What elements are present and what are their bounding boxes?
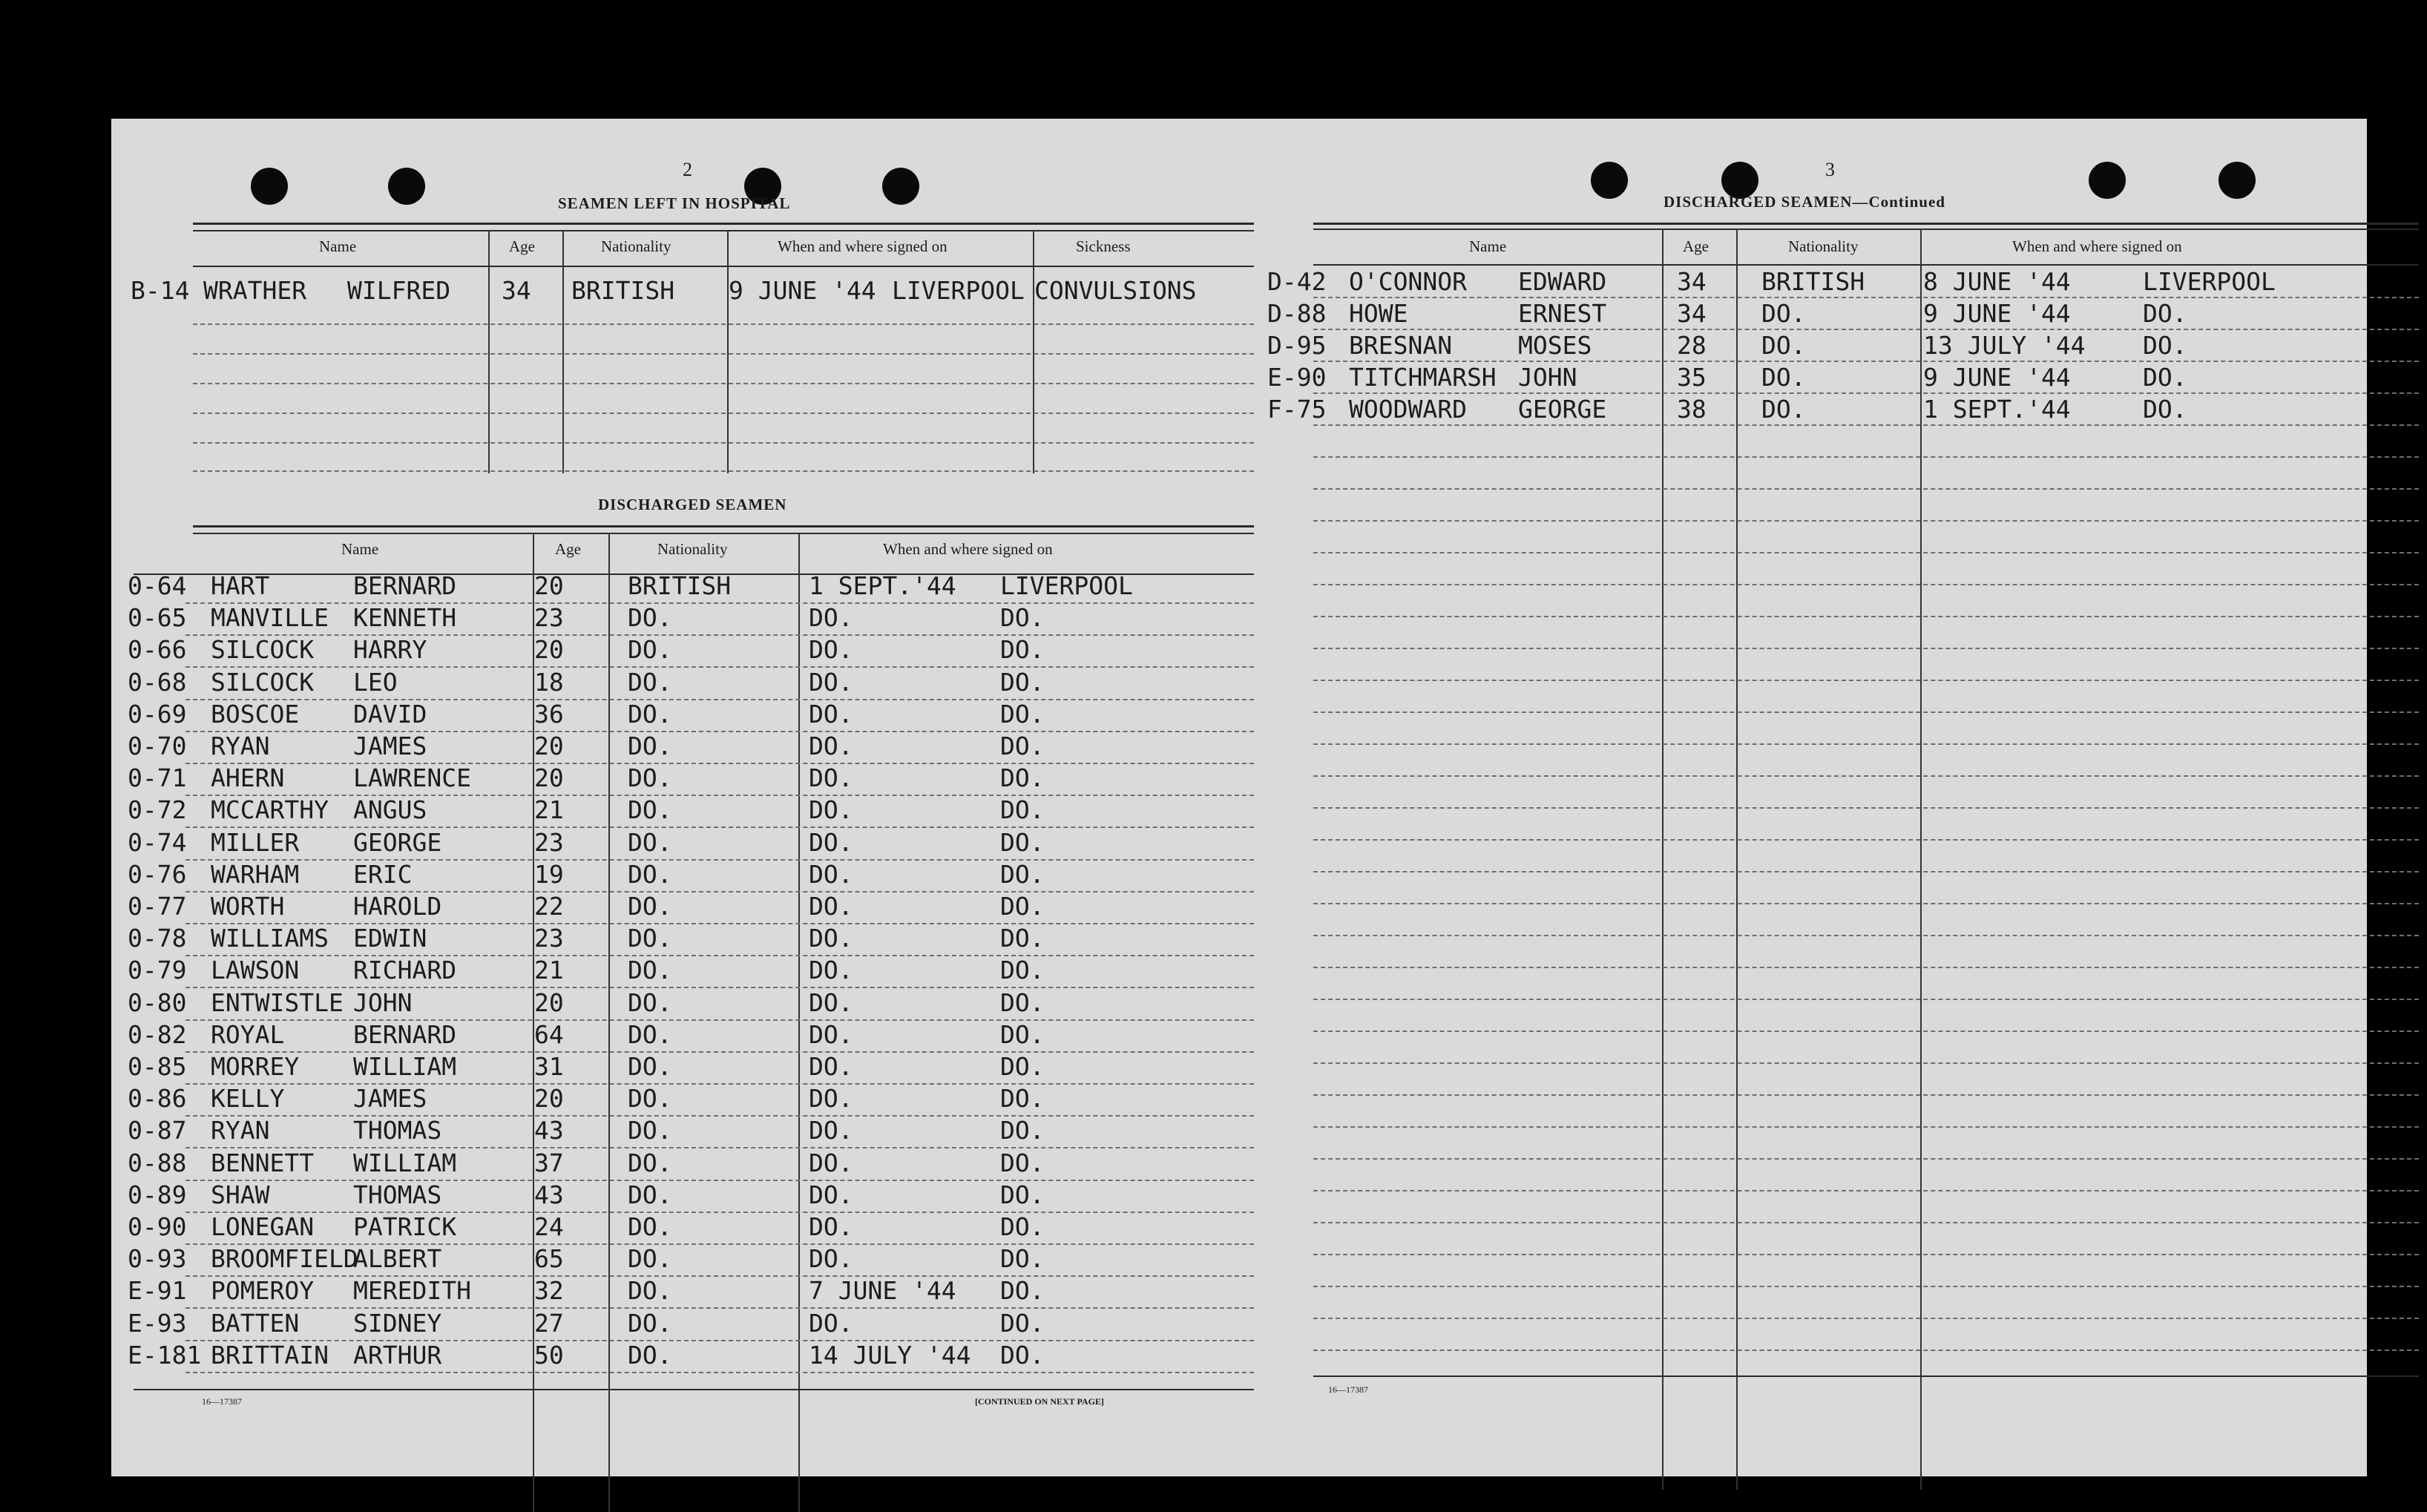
signed-date: DO. [809,1084,853,1114]
surname: AHERN [211,763,285,793]
surname: WRATHER [203,276,307,305]
signed-place: DO. [1000,667,1045,697]
signed-date: 1 SEPT.'44 [809,571,956,600]
given-name: KENNETH [353,603,457,633]
age: 37 [534,1148,564,1177]
signed-date: DO. [809,892,853,921]
age: 50 [534,1340,564,1370]
nationality: DO. [628,732,672,760]
given-name: BERNARD [353,571,457,600]
row-number: B-14 [131,276,190,305]
signed-place: DO. [1000,1212,1045,1241]
surname: WARHAM [211,859,300,889]
row-number: F-75 [1267,395,1327,424]
signed-date: DO. [809,635,853,665]
row-number: 0-70 [128,732,187,760]
signed-place: DO. [2143,299,2187,328]
age: 34 [1677,267,1707,296]
given-name: EDWIN [353,924,427,953]
age: 65 [534,1244,564,1274]
row-number: 0-65 [128,603,187,633]
column-header: When and where signed on [883,540,1053,558]
signed-place: DO. [1000,827,1045,857]
signed-place: DO. [1000,795,1045,825]
given-name: BERNARD [353,1019,457,1049]
given-name: ERIC [353,859,413,889]
age: 23 [534,924,564,953]
signed-date: 7 JUNE '44 [809,1276,956,1306]
age: 18 [534,667,564,697]
nationality: DO. [628,827,672,857]
page-number: 2 [683,159,692,180]
column-header: When and where signed on [2012,237,2182,255]
age: 27 [534,1308,564,1338]
surname: POMEROY [211,1276,315,1306]
signed-place: DO. [1000,1244,1045,1274]
signed-date: DO. [809,795,853,825]
signed-place: DO. [1000,1148,1045,1177]
signed-date: DO. [809,924,853,953]
age: 43 [534,1180,564,1209]
punch-hole [882,168,919,205]
age: 28 [1677,331,1707,360]
nationality: DO. [628,956,672,985]
row-number: 0-72 [128,795,187,825]
signed-place: DO. [1000,1052,1045,1081]
given-name: LEO [353,667,398,697]
given-name: MOSES [1518,331,1592,360]
row-number: 0-93 [128,1244,187,1274]
given-name: WILLIAM [353,1148,457,1177]
row-number: 0-71 [128,763,187,793]
age: 31 [534,1052,564,1081]
signed-place: DO. [1000,956,1045,985]
signed-place: DO. [1000,603,1045,633]
row-number: 0-74 [128,827,187,857]
signed-date: 1 SEPT.'44 [1923,395,2071,424]
given-name: HAROLD [353,892,442,921]
row-number: 0-89 [128,1180,187,1209]
row-number: D-95 [1267,331,1327,360]
signed-place: DO. [1000,1276,1045,1306]
row-number: 0-85 [128,1052,187,1081]
nationality: DO. [628,859,672,889]
row-number: 0-69 [128,699,187,729]
age: 23 [534,603,564,633]
signed-date: 13 JULY '44 [1923,331,2086,360]
column-header: Age [555,540,581,558]
nationality: DO. [628,892,672,921]
page-number: 3 [1825,159,1835,180]
column-header: Name [1469,237,1507,255]
row-number: D-88 [1267,299,1327,328]
signed-place: LIVERPOOL [2143,267,2276,296]
section-title: DISCHARGED SEAMEN [598,496,787,513]
signed-date: 9 JUNE '44 [1923,299,2071,328]
row-number: 0-87 [128,1116,187,1145]
nationality: DO. [628,1244,672,1274]
row-number: 0-68 [128,667,187,697]
row-number: E-91 [128,1276,187,1306]
age: 19 [534,859,564,889]
age: 43 [534,1116,564,1145]
nationality: DO. [628,1180,672,1209]
signed-date: DO. [809,1116,853,1145]
age: 34 [1677,299,1707,328]
signed-place: DO. [1000,987,1045,1017]
nationality: DO. [628,1276,672,1306]
given-name: ALBERT [353,1244,442,1274]
nationality: DO. [628,924,672,953]
age: 20 [534,571,564,600]
signed-place: DO. [1000,732,1045,760]
given-name: DAVID [353,699,427,729]
age: 23 [534,827,564,857]
given-name: ARTHUR [353,1340,442,1370]
signed-date: DO. [809,827,853,857]
age: 21 [534,956,564,985]
punch-hole [2089,162,2126,199]
surname: LONEGAN [211,1212,315,1241]
column-header: Name [319,237,357,255]
surname: MANVILLE [211,603,329,633]
row-number: 0-79 [128,956,187,985]
given-name: ERNEST [1518,299,1607,328]
surname: BOSCOE [211,699,300,729]
given-name: RICHARD [353,956,457,985]
ledger-sheet [111,119,2367,1476]
signed-date: DO. [809,699,853,729]
nationality: DO. [628,1340,672,1370]
signed-date: DO. [809,732,853,760]
signed-place: DO. [1000,1180,1045,1209]
given-name: PATRICK [353,1212,457,1241]
surname: HART [211,571,270,600]
nationality: DO. [628,987,672,1017]
surname: BENNETT [211,1148,315,1177]
surname: ROYAL [211,1019,285,1049]
signed-place: DO. [1000,1084,1045,1114]
nationality: DO. [628,795,672,825]
form-number: 16—17387 [202,1396,242,1407]
nationality: DO. [628,699,672,729]
signed-place: DO. [1000,892,1045,921]
signed-date: 9 JUNE '44 [1923,363,2071,392]
signed-date: DO. [809,1052,853,1081]
age: 21 [534,795,564,825]
given-name: SIDNEY [353,1308,442,1338]
given-name: ANGUS [353,795,427,825]
row-number: 0-82 [128,1019,187,1049]
age: 24 [534,1212,564,1241]
signed-date: 8 JUNE '44 [1923,267,2071,296]
nationality: DO. [628,1052,672,1081]
given-name: WILFRED [347,276,451,305]
section-title: DISCHARGED SEAMEN—Continued [1664,193,1945,211]
signed-date: DO. [809,603,853,633]
row-number: E-93 [128,1308,187,1338]
row-number: 0-80 [128,987,187,1017]
row-number: 0-64 [128,571,187,600]
column-header: Name [341,540,379,558]
column-header: Nationality [657,540,728,558]
surname: MORREY [211,1052,300,1081]
signed-place: DO. [1000,1340,1045,1370]
signed-date: DO. [809,859,853,889]
signed-place: DO. [2143,395,2187,424]
surname: SILCOCK [211,635,315,665]
signed-place: DO. [1000,1019,1045,1049]
signed-place: DO. [1000,859,1045,889]
surname: WORTH [211,892,285,921]
signed-place: DO. [1000,699,1045,729]
surname: SILCOCK [211,667,315,697]
row-number: 0-77 [128,892,187,921]
nationality: DO. [1761,395,1806,424]
nationality: BRITISH [571,276,675,305]
signed-place: DO. [1000,763,1045,793]
signed-place: DO. [1000,1308,1045,1338]
continued-note: [CONTINUED ON NEXT PAGE] [975,1396,1104,1407]
row-number: E-181 [128,1340,202,1370]
surname: TITCHMARSH [1349,363,1497,392]
surname: SHAW [211,1180,270,1209]
surname: RYAN [211,732,270,760]
nationality: DO. [1761,299,1806,328]
column-header: Age [509,237,535,255]
row-number: 0-88 [128,1148,187,1177]
signed-date: DO. [809,956,853,985]
given-name: GEORGE [1518,395,1607,424]
signed-date: DO. [809,1148,853,1177]
given-name: THOMAS [353,1180,442,1209]
signed-place: DO. [1000,924,1045,953]
given-name: JOHN [353,987,413,1017]
age: 36 [534,699,564,729]
row-number: 0-66 [128,635,187,665]
signed-date: DO. [809,763,853,793]
age: 22 [534,892,564,921]
row-number: 0-76 [128,859,187,889]
surname: LAWSON [211,956,300,985]
age: 20 [534,1084,564,1114]
signed-place: DO. [2143,363,2187,392]
column-header: When and where signed on [778,237,948,255]
age: 64 [534,1019,564,1049]
nationality: DO. [1761,363,1806,392]
signed-date: 9 JUNE '44 [729,276,876,305]
given-name: MEREDITH [353,1276,471,1306]
age: 20 [534,987,564,1017]
column-header: Sickness [1076,237,1131,255]
given-name: JOHN [1518,363,1577,392]
nationality: DO. [628,1019,672,1049]
surname: MILLER [211,827,300,857]
nationality: DO. [628,603,672,633]
age: 34 [502,276,531,305]
signed-date: DO. [809,987,853,1017]
column-header: Nationality [1788,237,1859,255]
surname: BRITTAIN [211,1340,329,1370]
given-name: JAMES [353,1084,427,1114]
nationality: DO. [628,1084,672,1114]
surname: RYAN [211,1116,270,1145]
form-number: 16—17387 [1328,1384,1368,1395]
age: 20 [534,763,564,793]
age: 35 [1677,363,1707,392]
signed-date: 14 JULY '44 [809,1340,971,1370]
surname: MCCARTHY [211,795,329,825]
given-name: HARRY [353,635,427,665]
signed-place: LIVERPOOL [892,276,1025,305]
age: 20 [534,732,564,760]
signed-date: DO. [809,1212,853,1241]
nationality: DO. [628,1308,672,1338]
nationality: DO. [628,635,672,665]
nationality: DO. [628,667,672,697]
given-name: JAMES [353,732,427,760]
signed-place: DO. [1000,635,1045,665]
given-name: THOMAS [353,1116,442,1145]
sickness: CONVULSIONS [1034,276,1197,305]
row-number: 0-78 [128,924,187,953]
section-title: SEAMEN LEFT IN HOSPITAL [558,194,791,212]
signed-place: LIVERPOOL [1000,571,1133,600]
given-name: WILLIAM [353,1052,457,1081]
surname: WILLIAMS [211,924,329,953]
given-name: LAWRENCE [353,763,471,793]
given-name: GEORGE [353,827,442,857]
age: 32 [534,1276,564,1306]
nationality: BRITISH [628,571,732,600]
signed-place: DO. [1000,1116,1045,1145]
row-number: D-42 [1267,267,1327,296]
signed-date: DO. [809,1308,853,1338]
surname: O'CONNOR [1349,267,1467,296]
row-number: 0-90 [128,1212,187,1241]
nationality: BRITISH [1761,267,1865,296]
punch-hole [388,168,425,205]
surname: HOWE [1349,299,1408,328]
age: 38 [1677,395,1707,424]
signed-date: DO. [809,667,853,697]
signed-date: DO. [809,1180,853,1209]
punch-hole [2219,162,2256,199]
row-number: 0-86 [128,1084,187,1114]
surname: KELLY [211,1084,285,1114]
surname: ENTWISTLE [211,987,344,1017]
column-header: Age [1683,237,1709,255]
signed-place: DO. [2143,331,2187,360]
row-number: E-90 [1267,363,1327,392]
punch-hole [1591,162,1628,199]
punch-hole [251,168,288,205]
nationality: DO. [628,1212,672,1241]
signed-date: DO. [809,1244,853,1274]
surname: BRESNAN [1349,331,1453,360]
surname: WOODWARD [1349,395,1467,424]
nationality: DO. [628,1148,672,1177]
nationality: DO. [628,763,672,793]
nationality: DO. [1761,331,1806,360]
given-name: EDWARD [1518,267,1607,296]
signed-date: DO. [809,1019,853,1049]
column-header: Nationality [601,237,671,255]
nationality: DO. [628,1116,672,1145]
surname: BATTEN [211,1308,300,1338]
age: 20 [534,635,564,665]
surname: BROOMFIELD [211,1244,358,1274]
